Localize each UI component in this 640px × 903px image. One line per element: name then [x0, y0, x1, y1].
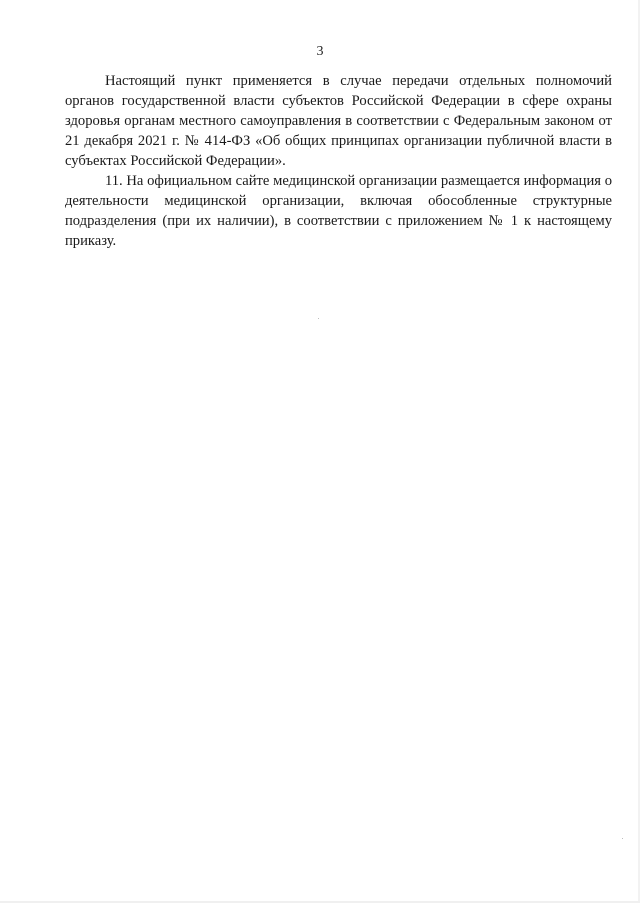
- document-body: [65, 71, 612, 251]
- paragraph-clause-11: 11. На официальном сайте медицинской организации размещается информация о деятельности медицинской организации, включая обособленные структурные подразделения (при их наличии), в соответствии с приложением № 1 к настоящему приказу.: [65, 173, 612, 249]
- scan-speck: [622, 838, 623, 839]
- paragraph-clause-scope: Настоящий пункт применяется в случае передачи отдельных полномочий органов государственной власти субъектов Российской Федерации в сфере охраны здоровья органам местного самоуправления в соответствии с Федеральным законом от 21 декабря 2021 г. № 414-ФЗ «Об общих принципах организации публичной власти в субъектах Российской Федерации».: [65, 73, 612, 169]
- page-number: 3: [316, 44, 324, 59]
- scan-speck: [318, 318, 319, 319]
